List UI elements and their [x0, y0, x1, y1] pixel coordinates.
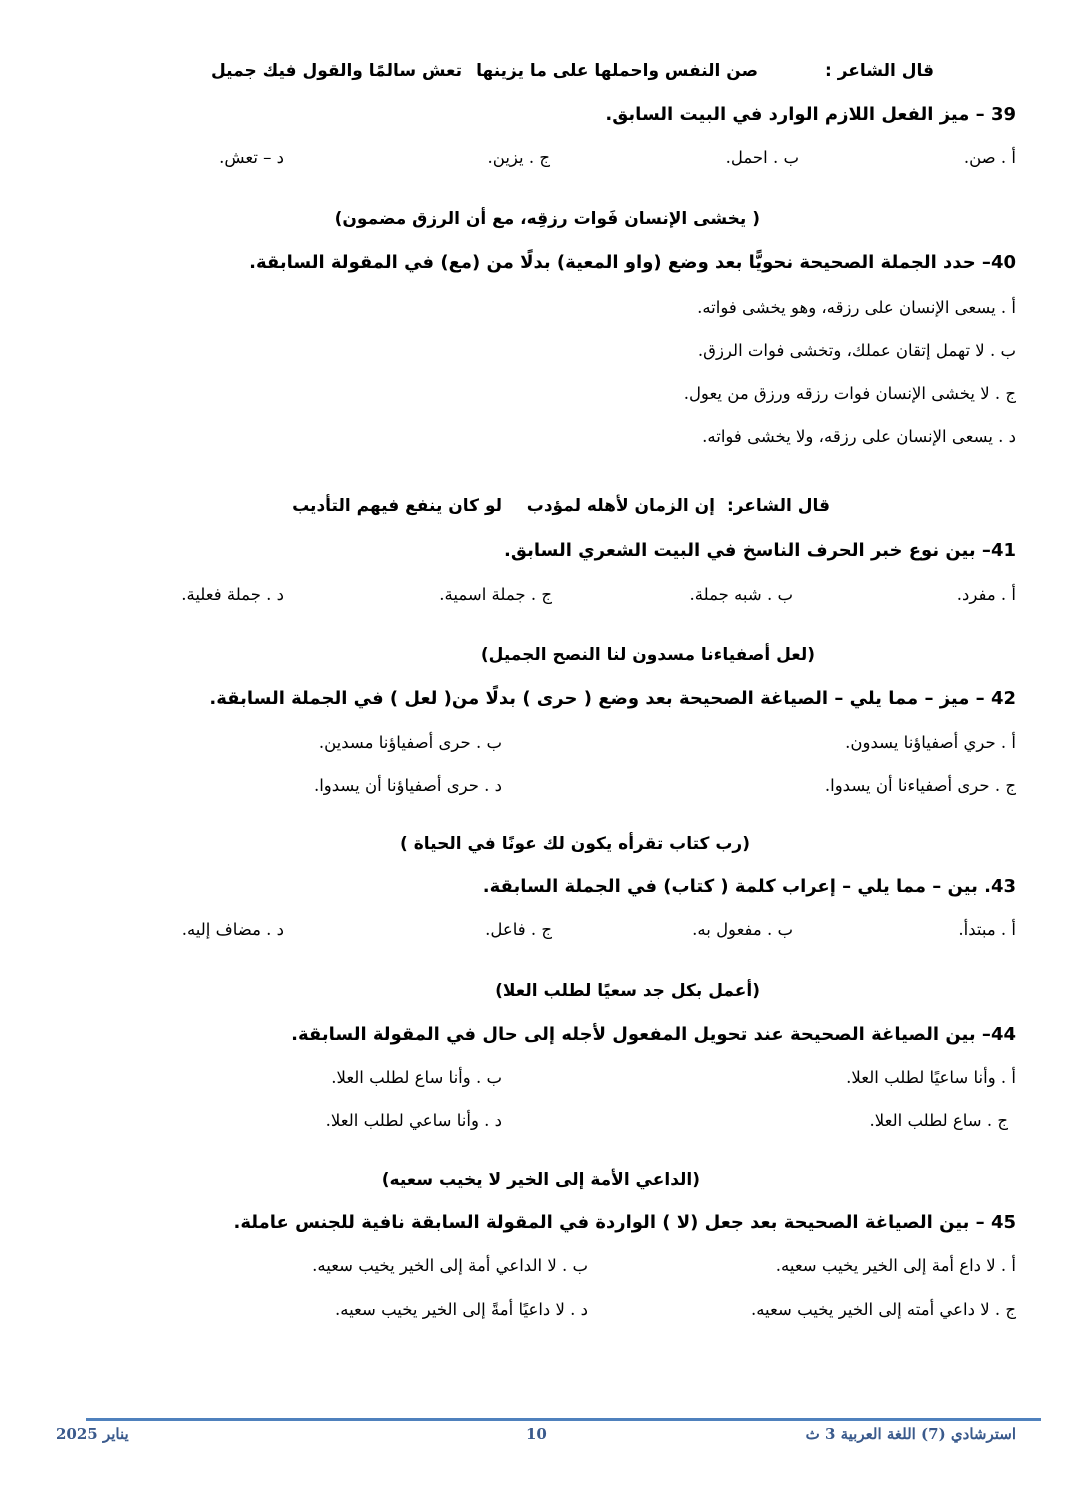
option-d: د . وأنا ساعي لطلب العلا.: [325, 1111, 502, 1130]
question-41: 41– بين نوع خبر الحرف الناسخ في البيت الشعري السابق.: [504, 540, 1016, 561]
option-c: ج . ساع لطلب العلا.: [869, 1111, 1008, 1130]
question-43: 43. بين – مما يلي – إعراب كلمة ( كتاب) في الجملة السابقة.: [482, 876, 1016, 897]
option-d: د . جملة فعلية.: [181, 585, 284, 604]
statement-40: ( يخشى الإنسان فَوات رزقِه، مع أن الرزق مضمون): [334, 209, 760, 229]
option-c: ج . لا يخشى الإنسان فوات رزقه ورزق من يعول.: [683, 384, 1016, 403]
verse-intro: قال الشاعر :: [825, 61, 934, 81]
verse-hemistich-1: إن الزمان لأهله لمؤدب: [526, 496, 715, 516]
question-39: 39 – ميز الفعل اللازم الوارد في البيت السابق.: [605, 104, 1016, 125]
statement-45: (الداعي الأمة إلى الخير لا يخيب سعيه): [381, 1170, 700, 1190]
question-45: 45 – بين الصياغة الصحيحة بعد جعل (لا ) الواردة في المقولة السابقة نافية للجنس عاملة.: [233, 1212, 1016, 1233]
statement-42: (لعل أصفياءنا مسدون لنا النصح الجميل): [480, 645, 815, 665]
verse-intro: قال الشاعر:: [726, 496, 830, 516]
option-a: أ . حري أصفياؤنا يسدون.: [845, 733, 1016, 752]
verse-hemistich-1: صن النفس واحملها على ما يزينها: [476, 61, 758, 81]
option-b: ب . مفعول به.: [692, 920, 793, 939]
question-42: 42 – ميز – مما يلي – الصياغة الصحيحة بعد وضع ( حرى ) بدلًا من( لعل ) في الجملة السابقة.: [209, 688, 1016, 709]
option-b: ب . شبه جملة.: [689, 585, 793, 604]
option-a: أ . لا داع أمة إلى الخير يخيب سعيه.: [775, 1256, 1016, 1275]
option-c: ج . جملة اسمية.: [439, 585, 552, 604]
option-d: د . حرى أصفياؤنا أن يسدوا.: [313, 776, 502, 795]
verse-hemistich-2: تعش سالمًا والقول فيك جميل: [210, 61, 462, 81]
option-a: أ . صن.: [963, 148, 1016, 167]
statement-43: (رب كتاب تقرأه يكون لك عونًا في الحياة ): [400, 834, 750, 854]
option-c: ج . لا داعي أمته إلى الخير يخيب سعيه.: [750, 1300, 1016, 1319]
footer-date: يناير 2025: [56, 1425, 129, 1443]
option-b: ب . حرى أصفياؤنا مسدين.: [318, 733, 502, 752]
option-c: ج . يزين.: [487, 148, 550, 167]
option-b: ب . وأنا ساع لطلب العلا.: [331, 1068, 502, 1087]
option-b: ب . لا تهمل إتقان عملك، وتخشى فوات الرزق.: [697, 341, 1016, 360]
option-b: ب . احمل.: [725, 148, 799, 167]
option-d: د – تعش.: [219, 148, 284, 167]
option-d: د . مضاف إليه.: [181, 920, 284, 939]
option-a: أ . مفرد.: [956, 585, 1016, 604]
option-a: أ . مبتدأ.: [958, 920, 1016, 939]
option-c: ج . فاعل.: [485, 920, 552, 939]
question-44: 44– بين الصياغة الصحيحة عند تحويل المفعول لأجله إلى حال في المقولة السابقة.: [291, 1024, 1016, 1045]
option-d: د . لا داعيًا أمةً إلى الخير يخيب سعيه.: [334, 1300, 588, 1319]
question-40: 40– حدد الجملة الصحيحة نحويًّا بعد وضع (واو المعية) بدلًا من (مع) في المقولة السابقة.: [249, 252, 1016, 273]
page-number: 10: [526, 1425, 547, 1443]
footer-rule: [86, 1418, 1041, 1421]
option-a: أ . يسعى الإنسان على رزقه، وهو يخشى فواته.: [697, 298, 1016, 317]
footer-title: استرشادي (7) اللغة العربية 3 ث: [805, 1425, 1016, 1443]
option-c: ج . حرى أصفياءنا أن يسدوا.: [824, 776, 1016, 795]
verse-hemistich-2: لو كان ينفع فيهم التأديب: [292, 496, 502, 516]
option-d: د . يسعى الإنسان على رزقه، ولا يخشى فواته.: [702, 427, 1016, 446]
statement-44: (أعمل بكل جد سعيًا لطلب العلا): [495, 981, 760, 1001]
option-b: ب . لا الداعي أمة إلى الخير يخيب سعيه.: [312, 1256, 588, 1275]
option-a: أ . وأنا ساعيًا لطلب العلا.: [846, 1068, 1016, 1087]
